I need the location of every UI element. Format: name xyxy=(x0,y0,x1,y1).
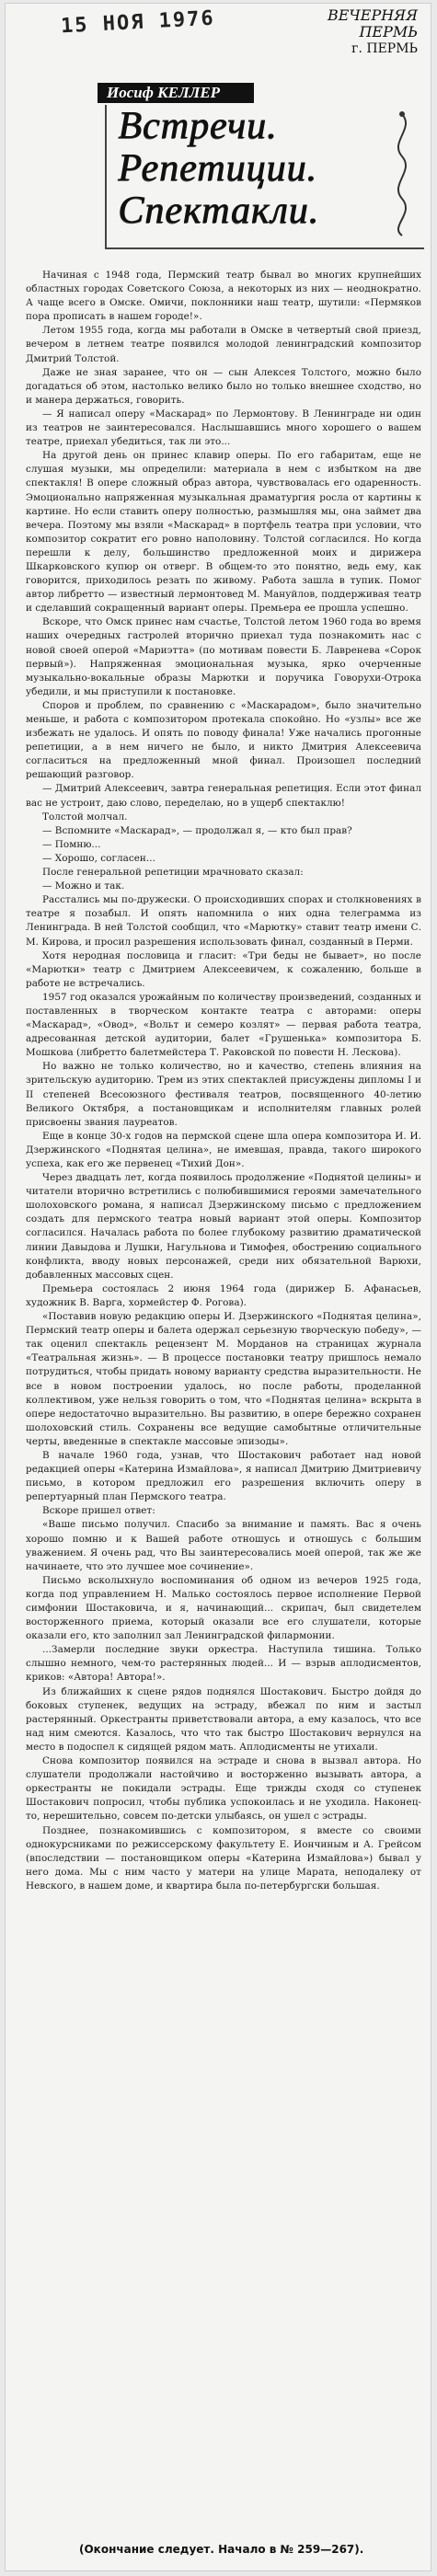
article-paragraph: На другой день он принес клавир оперы. По его габаритам, еще не слушая музыки, мы определили: материала в нем с избытком на две спектакля! В опере сложный образ автора, чувствовалась его одаренность. Эмоционально напряженная музыкальная драматургия росла от картины к картине. Но если ставить оперу полностью, размышляя мы, она займет два вечера. Поэтому мы взяли «Маскарад» в портфель театра при условии, что композитор сократит его ровно наполовину. Толстой согласился. Но когда перешли к делу, большинство предложенной моих и дирижера Шкарковского купюр он отверг. В общем-то это понятно, ведь ему, как говорится, приходилось резать по живому. Работа зашла в тупик. Помог автор либретто — известный лермонтовед М. Мануйлов, поддерживая театр и сделавший сокращенный вариант оперы. Премьера ее прошла успешно. xyxy=(26,450,421,615)
article-paragraph: Летом 1955 года, когда мы работали в Омске в четвертый свой приезд, вечером в летнем театре появился молодой ленинградский композитор Дмитрий Толстой. xyxy=(26,325,421,364)
article-paragraph: Начиная с 1948 года, Пермский театр бывал во многих крупнейших областных городах Советского Союза, а некоторых из них — неоднократно. А чаще всего в Омске. Омичи, поклонники наш театр, шутили: «Пермяков пора прописать в нашем городе!». xyxy=(26,270,421,323)
article-paragraph: — Помню... xyxy=(42,838,101,850)
newspaper-city: г. ПЕРМЬ xyxy=(351,41,418,56)
article-paragraph: Снова композитор появился на эстраде и снова в вызвал автора. Но слушатели продолжали настойчиво и восторженно вызывать автора, а оркестранты не покидали эстрады. Еще трижды сходя со ступенек Шостакович попросил, чтобы публика успокоилась и не уходила. Наконец-то, нерешительно, совсем по-детски улыбаясь, он ушел с эстрады. xyxy=(26,1755,421,1823)
article-title xyxy=(105,105,424,249)
article-paragraph: — Дмитрий Алексеевич, завтра генеральная репетиция. Если этот финал вас не устроит, даю слово, переделаю, но в ущерб спектаклю! xyxy=(26,783,421,809)
newspaper-clipping xyxy=(6,4,431,2570)
article-paragraph: Расстались мы по-дружески. О происходивших спорах и столкновениях в театре я позабыл. И опять напомнила о них одна телеграмма из Ленинграда. В ней Толстой сообщил, что «Марютку» ставит театр имени С. М. Кирова, и просил разрешения использовать финал, созданный в Перми. xyxy=(26,894,421,948)
article-paragraph: Позднее, познакомившись с композитором, я вместе со своими однокурсниками по режиссерскому факультету Е. Иончиным и А. Грейсом (впоследствии — постановщиком оперы «Катерина Измайлова») бывал у него дома. Мы с ним часто у матери на улице Марата, неподалеку от Невского, в нашем доме, и квартира была по-петербургски большая. xyxy=(26,1824,421,1892)
article-paragraph: «Ваше письмо получил. Спасибо за внимание и память. Вас я очень хорошо помню и к Вашей работе отношусь и отношусь с большим уважением. Я очень рад, что Вы заинтересовались моей оперой, так же же начинаете, что это лучшее мое сочинение». xyxy=(26,1519,421,1572)
article-body xyxy=(26,269,421,1893)
article-paragraph: — Хорошо, согласен... xyxy=(42,852,155,864)
article-paragraph: В начале 1960 года, узнав, что Шостакович работает над новой редакцией оперы «Катерина Измайлова», я написал Дмитрию Дмитриевичу письмо, в котором предложил его разрешения включить оперу в репертуарный план Пермского театра. xyxy=(26,1449,421,1503)
article-paragraph: Вскоре, что Омск принес нам счастье, Толстой летом 1960 года во время наших очередных гастролей вторично приехал туда познакомить нас с новой своей оперой «Мариэтта» (по мотивам повести Б. Лавренева «Сорок первый»). Напряженная эмоциональная музыка, ярко очерченные музыкально-вокальные образы Марютки и поручика Говорухи-Отрока убедили, и мы приступили к постановке. xyxy=(26,616,421,697)
newspaper-name: ВЕЧЕРНЯЯ ПЕРМЬ xyxy=(327,6,418,40)
title-line-2: Репетиции. xyxy=(118,147,317,190)
date-stamp: 15 НОЯ 1976 xyxy=(60,6,216,39)
article-paragraph: Споров и проблем, по сравнению с «Маскарадом», было значительно меньше, и работа с композитором протекала спокойно. Но «узлы» все же избежать не удалось. И опять по поводу финала! Уже начались прогонные репетиции, а в нем ничего не было, и никто Дмитрия Алексеевича согласиться на предложенный мной финал. Произошел последний решающий разговор. xyxy=(26,699,421,781)
article-paragraph: После генеральной репетиции мрачновато сказал: xyxy=(42,867,304,879)
article-paragraph: Через двадцать лет, когда появилось продолжение «Поднятой целины» и читатели вторично встретились с полюбившимися героями замечательного шолоховского романа, я написал Дзержинскому письмо с предложением создать для пермского театра новый вариант этой оперы. Композитор согласился. Началась работа по более глубокому развитию драматической линии Давыдова и Лушки, Нагульнова и Тимофея, обострению социального конфликта, вводу новых персонажей, среди них обязательной Варюхи, добавленных массовых сцен. xyxy=(26,1172,421,1281)
article-paragraph: Но важно не только количество, но и качество, степень влияния на зрительскую аудиторию. Трем из этих спектаклей присуждены дипломы I и II степеней Всесоюзного фестиваля театров, посвященного 40-летию Великого Октября, а постановщикам и исполнителям главных ролей присвоены звания лауреатов. xyxy=(26,1061,421,1128)
article-paragraph: Премьера состоялась 2 июня 1964 года (дирижер Б. Афанасьев, художник В. Варга, хормейстер Ф. Рогова). xyxy=(26,1282,421,1308)
article-paragraph: Даже не зная заранее, что он — сын Алексея Толстого, можно было догадаться об этом, настолько велико было но только внешнее сходство, но и манера держаться, говорить. xyxy=(26,366,421,406)
article-paragraph: 1957 год оказался урожайным по количеству произведений, созданных и поставленных в творческом контакте театра с авторами: оперы «Маскарад», «Овод», «Вольт и семеро козлят» — первая работа театра, адресованная детской аудитории, балет «Грушенька» композитора Б. Мошкова (либретто балетмейстера Т. Раковской по повести Н. Лескова). xyxy=(26,991,421,1059)
title-line-3: Спектакли. xyxy=(118,190,319,232)
continuation-note: (Окончание следует. Начало в № 259—267). xyxy=(79,2543,364,2556)
article-paragraph: — Можно и так. xyxy=(42,880,125,892)
title-line-1: Встречи. xyxy=(118,105,278,147)
article-paragraph: «Поставив новую редакцию оперы И. Дзержинского «Поднятая целина», Пермский театр оперы и балета одержал серьезную творческую победу», — так оценил спектакль рецензент М. Морданов на страницах журнала «Театральная жизнь». — В процессе постановки театру пришлось немало потрудиться, чтобы придать новому варианту средства выразительности. Не все в новом построении удалось, но после работы, проделанной коллективом, уже нельзя говорить о том, что «Поднятая целина» вскрыта в опере недостаточно выразительно. Вы развитию, в опере бережно сохранен шолоховский стиль. Сохранены все ведущие самобытные отличительные черты, введенные в спектакле массовые эпизоды». xyxy=(26,1311,421,1447)
article-paragraph: — Вспомните «Маскарад», — продолжал я, — кто был прав? xyxy=(42,824,352,836)
article-paragraph: Вскоре пришел ответ: xyxy=(42,1505,155,1517)
newspaper-label xyxy=(316,7,418,57)
author-byline: Иосиф КЕЛЛЕР xyxy=(98,83,254,103)
article-paragraph: Из ближайших к сцене рядов поднялся Шостакович. Быстро дойдя до боковых ступенек, ведущих на эстраду, вбежал по ним и застыл растерянный. Оркестранты приветствовали автора, а ему казалось, что все над ним смеются. Казалось, что что так быстро Шостакович вернулся на место в подоспел к сидящей рядом мать. Аплодисменты не утихали. xyxy=(26,1685,421,1753)
article-paragraph: — Я написал оперу «Маскарад» по Лермонтову. В Ленинграде ни один из театров не заинтересовался. Наслышавшись много хорошего о вашем театре, приехал убедиться, так ли это... xyxy=(26,408,421,448)
article-paragraph: Письмо всколыхнуло воспоминания об одном из вечеров 1925 года, когда под управлением Н. Малько состоялось первое исполнение Первой симфонии Шостаковича, и я, начинающий... скрипач, был свидетелем восторженного приема, который оказали все его слушатели, которые оказали его, кто заполнил зал Ленинградской филармонии. xyxy=(26,1574,421,1642)
article-paragraph: ...Замерли последние звуки оркестра. Наступила тишина. Только слышно немного, чем-то растерянных людей... И — взрыв аплодисментов, криков: «Автора! Автора!». xyxy=(26,1644,421,1684)
article-paragraph: Хотя неродная пословица и гласит: «Три беды не бывает», но после «Марютки» театр с Дмитрием Алексеевичем, к сожалению, больше в работе не встречались. xyxy=(26,949,421,989)
article-paragraph: Еще в конце 30-х годов на пермской сцене шла опера композитора И. И. Дзержинского «Поднятая целина», не имевшая, правда, такого широкого успеха, как его же первенец «Тихий Дон». xyxy=(26,1130,421,1169)
title-ornament-icon xyxy=(384,110,420,239)
article-paragraph: Толстой молчал. xyxy=(42,811,128,822)
